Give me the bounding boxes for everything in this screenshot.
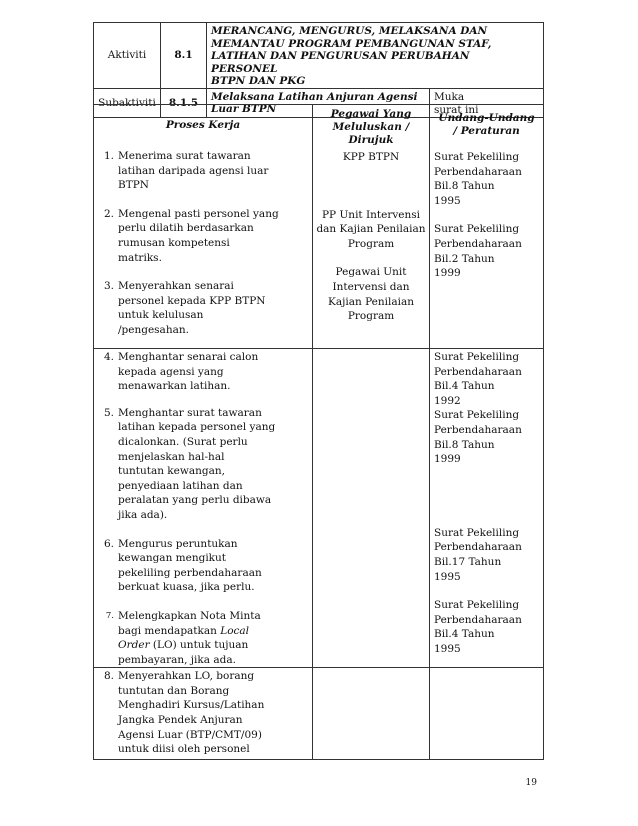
step-1: 1. Menerima surat tawaran latihan daripada agensi luar BTPN <box>103 150 269 192</box>
step-7: 7. Melengkapkan Nota Minta bagi mendapatkan Local Order (LO) untuk tujuan pembayaran, jika ada. <box>105 609 261 666</box>
reference-entry-1: Surat Pekeliling Perbendaharaan Bil.8 Tahun 1995 <box>434 151 522 207</box>
step-8: 8. Menyerahkan LO, borang tuntutan dan Borang Menghadiri Kursus/Latihan Jangka Pendek Anjuran Agensi Luar (BTP/CMT/09) untuk diisi oleh personel <box>103 670 265 756</box>
pegawai-column-cell-empty <box>313 349 430 668</box>
proses-column-cell <box>94 668 313 760</box>
process-block-1 <box>94 105 544 349</box>
aktiviti-code: 8.1 <box>161 23 207 89</box>
column-header-proses: Proses Kerja <box>165 119 241 131</box>
column-header-undang: Undang-Undang / Peraturan <box>438 112 535 137</box>
step-5: 5. Menghantar surat tawaran latihan kepada personel yang dicalonkan. (Surat perlu menjelaskan hal-hal tuntutan kewangan, penyediaan latihan dan peralatan yang perlu dibawa jika ada). <box>103 406 276 521</box>
steps-list-1 <box>94 149 312 338</box>
proses-column-cell <box>94 349 313 668</box>
muka-surat-cell: Muka surat ini <box>430 88 544 117</box>
reference-entry-4: Surat Pekeliling Perbendaharaan Bil.4 Tahun 1992 <box>434 351 522 407</box>
undang-column-cell-empty <box>430 668 544 760</box>
step-4: 4. Menghantar senarai calon kepada agensi yang menawarkan latihan. <box>103 351 259 393</box>
subaktiviti-code: 8.1.5 <box>161 88 207 117</box>
column-header-pegawai: Pegawai Yang Meluluskan / Dirujuk <box>330 108 412 146</box>
pegawai-column-cell-empty <box>313 668 430 760</box>
step-3: 3. Menyerahkan senarai personel kepada KPP BTPN untuk kelulusan /pengesahan. <box>103 280 266 336</box>
subaktiviti-label: Subaktiviti <box>94 88 161 117</box>
subaktiviti-title: Melaksana Latihan Anjuran Agensi Luar BTPN <box>207 88 430 117</box>
proses-column-cell <box>94 105 313 349</box>
pegawai-entry-1: KPP BTPN <box>342 151 400 163</box>
step-2: 2. Mengenal pasti personel yang perlu dilatih berdasarkan rumusan kompetensi matriks. <box>103 207 279 264</box>
process-block-3 <box>94 668 544 760</box>
aktiviti-title: MERANCANG, MENGURUS, MELAKSANA DAN MEMANTAU PROGRAM PEMBANGUNAN STAF, LATIHAN DAN PENGURUSAN PERUBAHAN PERSONEL BTPN DAN PKG <box>207 23 544 89</box>
steps-list-3 <box>94 669 312 757</box>
pegawai-entry-3: Pegawai Unit Intervensi dan Kajian Penilaian Program <box>327 266 414 323</box>
pegawai-column-cell <box>313 105 430 349</box>
step-6: 6. Mengurus peruntukan kewangan mengikut pekeliling perbendaharaan berkuat kuasa, jika perlu. <box>103 537 262 594</box>
reference-entry-6: Surat Pekeliling Perbendaharaan Bil.17 Tahun 1995 <box>434 526 522 583</box>
reference-entry-2: Surat Pekeliling Perbendaharaan Bil.2 Tahun 1999 <box>434 223 522 280</box>
steps-list-2 <box>94 350 312 667</box>
page-number: 19 <box>525 778 537 788</box>
aktiviti-label: Aktiviti <box>94 23 161 89</box>
reference-entry-7: Surat Pekeliling Perbendaharaan Bil.4 Tahun 1995 <box>434 599 522 655</box>
process-table <box>93 104 544 760</box>
process-block-2 <box>94 349 544 668</box>
pegawai-entry-2: PP Unit Intervensi dan Kajian Penilaian Program <box>316 208 426 250</box>
undang-column-cell <box>430 349 544 668</box>
reference-entry-5: Surat Pekeliling Perbendaharaan Bil.8 Tahun 1999 <box>434 409 522 466</box>
undang-column-cell <box>430 105 544 349</box>
